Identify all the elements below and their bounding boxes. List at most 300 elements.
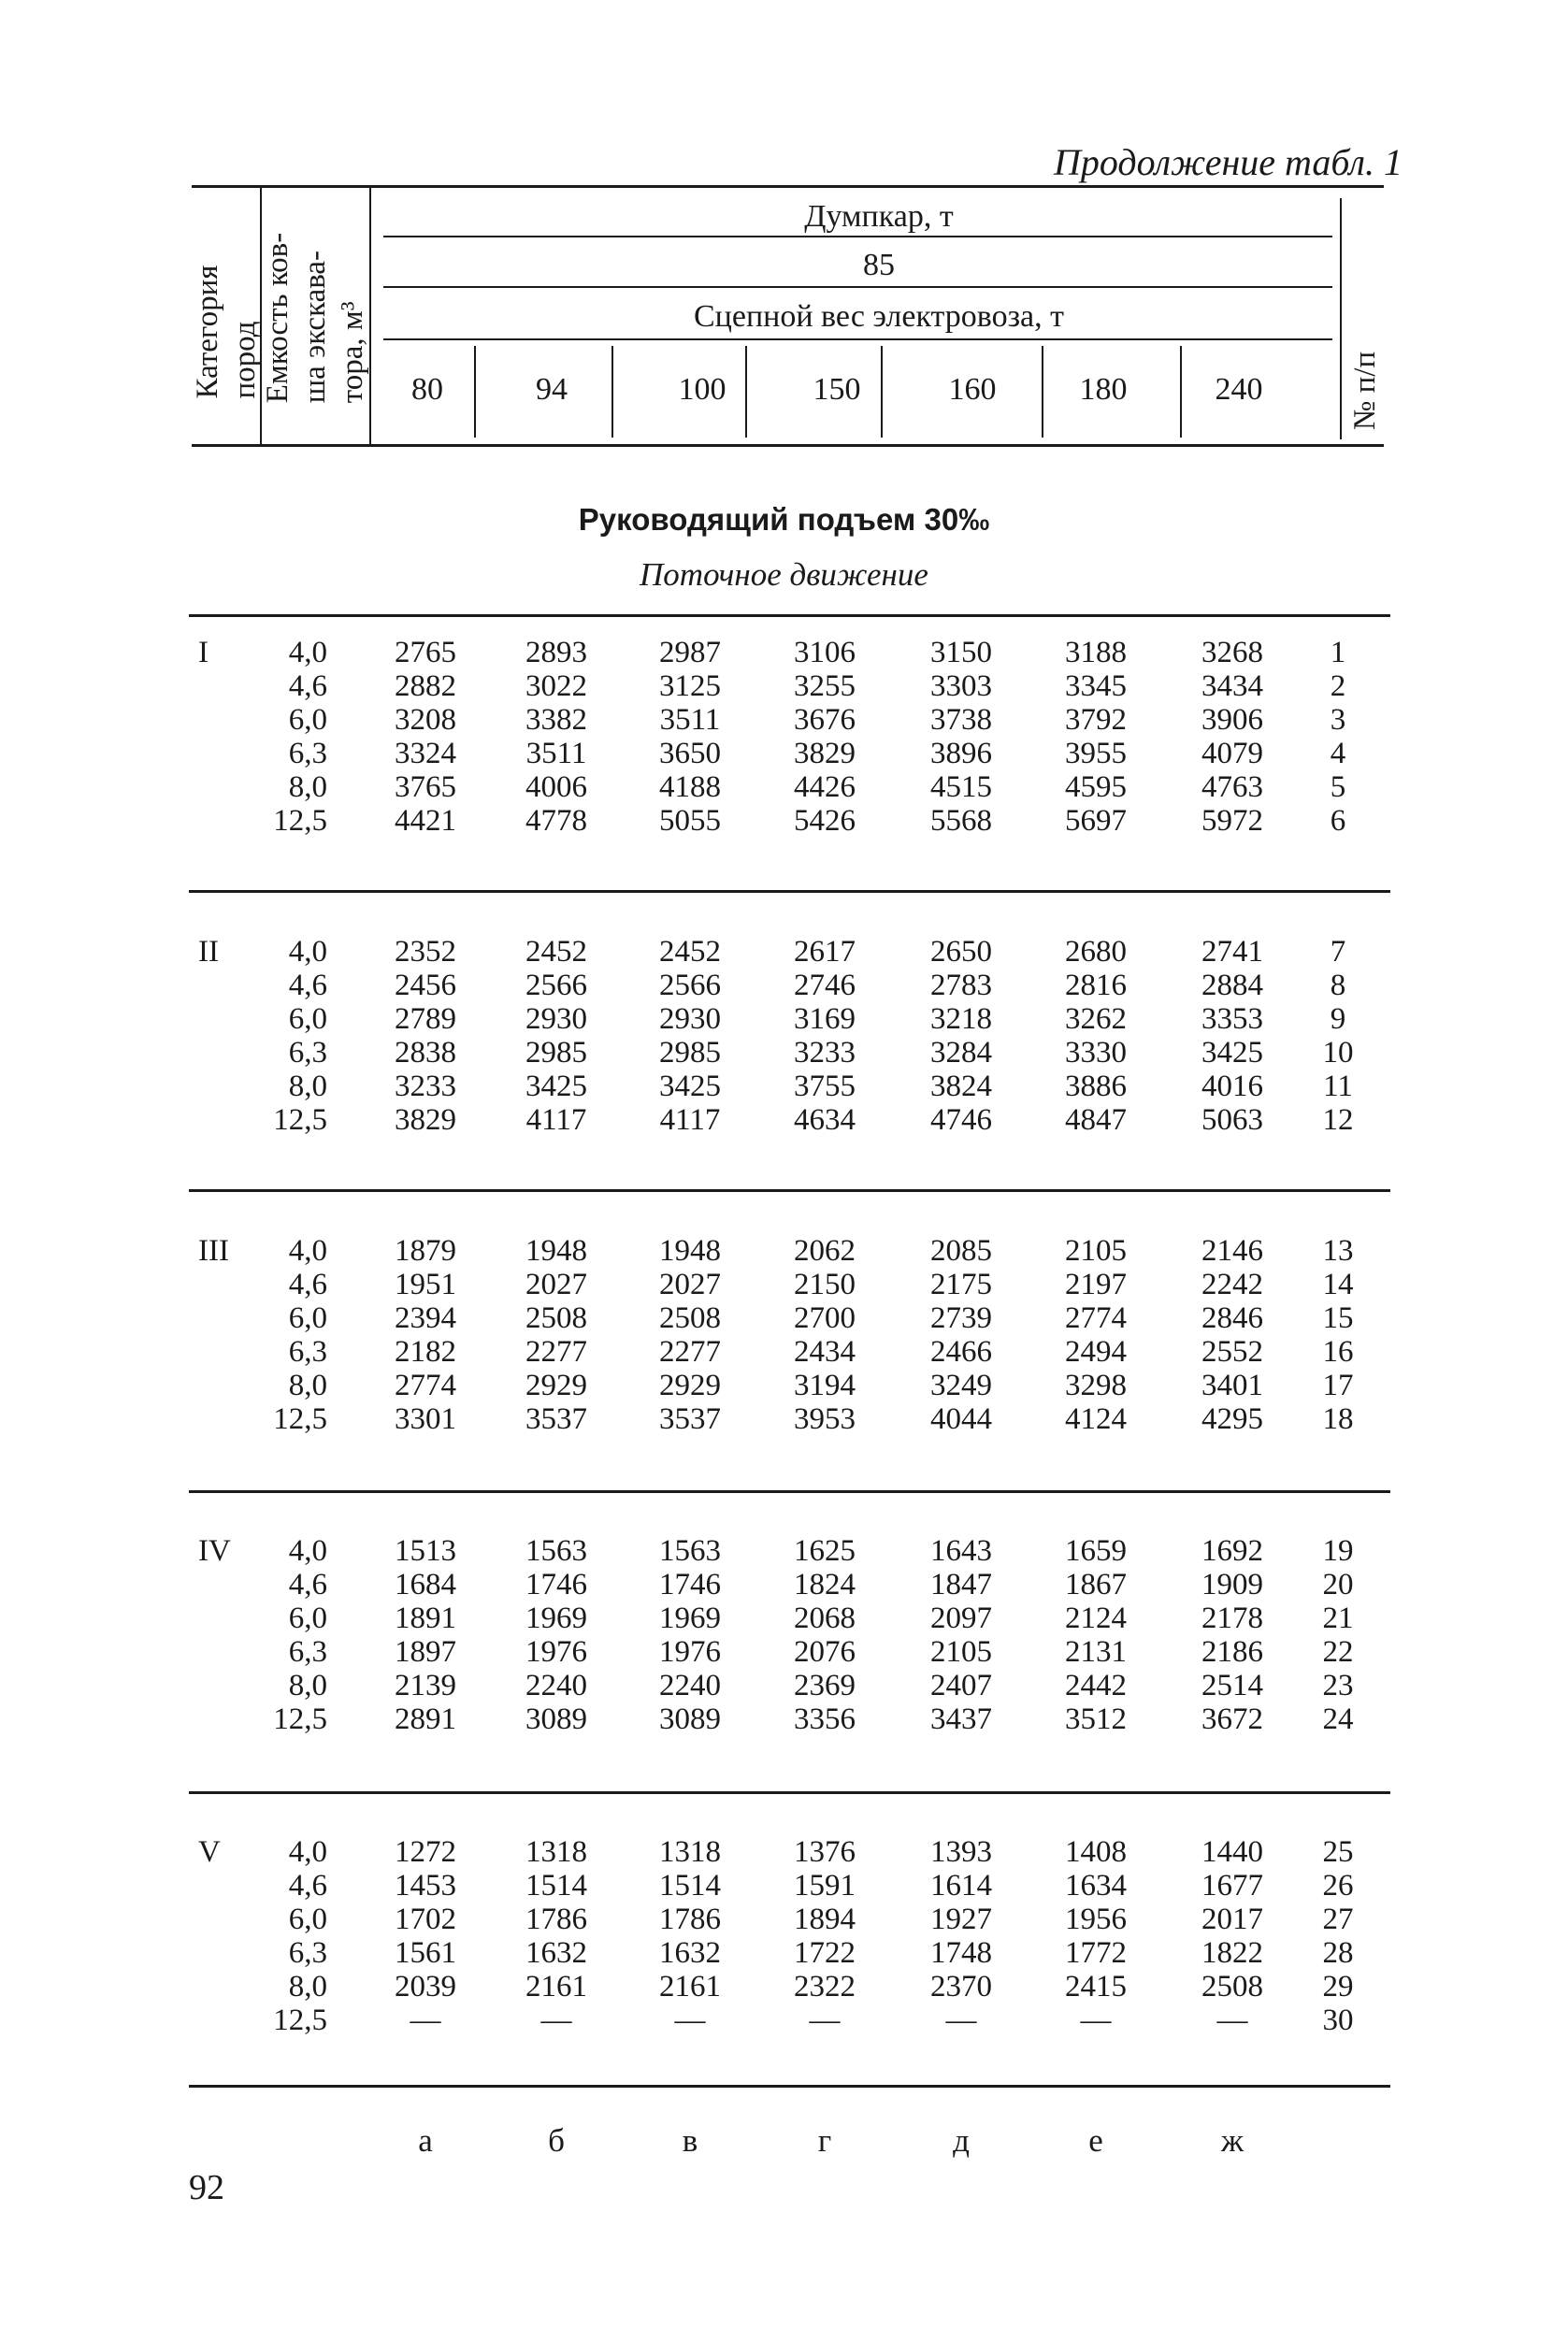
value-cell: 1948: [525, 1234, 587, 1268]
value-cell: 4117: [659, 1103, 721, 1137]
table-row: [0, 1835, 1568, 1869]
row-number-cell: 7: [1330, 935, 1346, 969]
row-number-cell: 18: [1322, 1402, 1354, 1436]
value-cell: 1822: [1201, 1936, 1263, 1970]
value-cell: 1746: [525, 1568, 587, 1601]
value-cell: 4426: [794, 770, 856, 804]
capacity-cell: 8,0: [288, 770, 327, 804]
table-row: [0, 1936, 1568, 1970]
weight-divider-4: [881, 346, 883, 438]
value-cell: 2789: [395, 1002, 456, 1036]
value-cell: 3512: [1065, 1702, 1127, 1736]
value-cell: 1786: [659, 1903, 721, 1936]
value-cell: 2182: [395, 1335, 456, 1369]
value-cell: 2739: [930, 1301, 992, 1335]
value-cell: 3169: [794, 1002, 856, 1036]
value-cell: 1746: [659, 1568, 721, 1601]
capacity-cell: 6,0: [288, 1601, 327, 1635]
value-cell: 3255: [794, 669, 856, 703]
value-cell: —: [809, 2003, 841, 2037]
row-number-cell: 28: [1322, 1936, 1354, 1970]
table-row: [0, 636, 1568, 669]
group-rule: [189, 614, 1390, 617]
capacity-cell: 12,5: [273, 1702, 327, 1736]
column-letter: в: [682, 2122, 698, 2159]
value-cell: 1951: [395, 1268, 456, 1301]
value-cell: 1909: [1201, 1568, 1263, 1601]
value-cell: 1786: [525, 1903, 587, 1936]
value-cell: 2783: [930, 969, 992, 1002]
capacity-cell: 8,0: [288, 1970, 327, 2003]
value-cell: 2027: [525, 1268, 587, 1301]
value-cell: 2617: [794, 935, 856, 969]
row-number-cell: 1: [1330, 636, 1346, 669]
value-cell: 5697: [1065, 804, 1127, 838]
value-cell: 2741: [1201, 935, 1263, 969]
value-cell: —: [945, 2003, 977, 2037]
table-row: [0, 1635, 1568, 1669]
row-number-cell: 5: [1330, 770, 1346, 804]
value-cell: 2277: [525, 1335, 587, 1369]
value-cell: 1376: [794, 1835, 856, 1869]
weight-label: 150: [813, 372, 861, 407]
value-cell: 3125: [659, 669, 721, 703]
value-cell: 3382: [525, 703, 587, 737]
value-cell: 2987: [659, 636, 721, 669]
header-loco-weight: Сцепной вес электровоза, т: [693, 299, 1064, 334]
header-bottom-rule: [192, 444, 1384, 447]
value-cell: —: [540, 2003, 572, 2037]
value-cell: 1318: [525, 1835, 587, 1869]
header-dumpcar-value: 85: [863, 248, 895, 282]
table-row: [0, 1103, 1568, 1137]
value-cell: 2452: [659, 935, 721, 969]
value-cell: 3437: [930, 1702, 992, 1736]
table-row: [0, 669, 1568, 703]
value-cell: 4079: [1201, 737, 1263, 770]
header-number: № п/п: [1348, 351, 1382, 431]
value-cell: 2929: [525, 1369, 587, 1402]
value-cell: 3262: [1065, 1002, 1127, 1036]
table-row: [0, 1036, 1568, 1070]
value-cell: 2466: [930, 1335, 992, 1369]
value-cell: 4295: [1201, 1402, 1263, 1436]
value-cell: 5426: [794, 804, 856, 838]
row-number-cell: 20: [1322, 1568, 1354, 1601]
value-cell: 3537: [525, 1402, 587, 1436]
value-cell: 2746: [794, 969, 856, 1002]
value-cell: 3284: [930, 1036, 992, 1070]
value-cell: 3650: [659, 737, 721, 770]
value-cell: 1969: [525, 1601, 587, 1635]
value-cell: 3906: [1201, 703, 1263, 737]
column-letter: ж: [1220, 2122, 1244, 2159]
value-cell: 2370: [930, 1970, 992, 2003]
value-cell: 2242: [1201, 1268, 1263, 1301]
value-cell: 4006: [525, 770, 587, 804]
value-cell: 3829: [794, 737, 856, 770]
capacity-cell: 4,6: [288, 1268, 327, 1301]
value-cell: 2930: [659, 1002, 721, 1036]
value-cell: 2039: [395, 1970, 456, 2003]
weight-label: 80: [411, 372, 443, 407]
value-cell: 1453: [395, 1869, 456, 1903]
row-number-cell: 12: [1322, 1103, 1354, 1137]
continuation-caption: Продолжение табл. 1: [1053, 141, 1403, 183]
capacity-cell: 4,0: [288, 636, 327, 669]
value-cell: 4124: [1065, 1402, 1127, 1436]
value-cell: 3324: [395, 737, 456, 770]
table-row: [0, 1702, 1568, 1736]
group-rule: [189, 1189, 1390, 1192]
row-number-cell: 9: [1330, 1002, 1346, 1036]
table-row: [0, 1402, 1568, 1436]
weight-divider-2: [611, 346, 613, 438]
table-row: [0, 1601, 1568, 1635]
capacity-cell: 12,5: [273, 1103, 327, 1137]
value-cell: 1722: [794, 1936, 856, 1970]
weight-divider-1: [474, 346, 476, 438]
value-cell: 1867: [1065, 1568, 1127, 1601]
capacity-cell: 4,6: [288, 1568, 327, 1601]
value-cell: —: [1080, 2003, 1112, 2037]
value-cell: 2322: [794, 1970, 856, 2003]
value-cell: 2197: [1065, 1268, 1127, 1301]
table-row: [0, 737, 1568, 770]
value-cell: 1561: [395, 1936, 456, 1970]
value-cell: 4515: [930, 770, 992, 804]
capacity-cell: 6,3: [288, 1936, 327, 1970]
row-number-cell: 21: [1322, 1601, 1354, 1635]
value-cell: 1563: [659, 1534, 721, 1568]
value-cell: 4044: [930, 1402, 992, 1436]
value-cell: 3738: [930, 703, 992, 737]
value-cell: 3150: [930, 636, 992, 669]
value-cell: 3208: [395, 703, 456, 737]
value-cell: 2508: [1201, 1970, 1263, 2003]
value-cell: 4763: [1201, 770, 1263, 804]
row-number-cell: 19: [1322, 1534, 1354, 1568]
value-cell: 1514: [659, 1869, 721, 1903]
value-cell: 4117: [525, 1103, 587, 1137]
value-cell: 3353: [1201, 1002, 1263, 1036]
value-cell: 2027: [659, 1268, 721, 1301]
value-cell: 2508: [659, 1301, 721, 1335]
capacity-cell: 6,3: [288, 737, 327, 770]
section-subtitle: Поточное движение: [640, 556, 928, 593]
group-rule: [189, 1490, 1390, 1493]
value-cell: 3537: [659, 1402, 721, 1436]
value-cell: 2514: [1201, 1669, 1263, 1702]
weight-label: 180: [1079, 372, 1128, 407]
value-cell: 2105: [930, 1635, 992, 1669]
table-row: [0, 1301, 1568, 1335]
weight-label: 160: [948, 372, 997, 407]
value-cell: 2650: [930, 935, 992, 969]
value-cell: 3401: [1201, 1369, 1263, 1402]
value-cell: 3330: [1065, 1036, 1127, 1070]
value-cell: 1659: [1065, 1534, 1127, 1568]
capacity-cell: 6,3: [288, 1635, 327, 1669]
value-cell: 2508: [525, 1301, 587, 1335]
value-cell: 4421: [395, 804, 456, 838]
row-number-cell: 29: [1322, 1970, 1354, 2003]
value-cell: 2893: [525, 636, 587, 669]
value-cell: 2774: [395, 1369, 456, 1402]
value-cell: 1393: [930, 1835, 992, 1869]
value-cell: 1927: [930, 1903, 992, 1936]
capacity-cell: 4,6: [288, 669, 327, 703]
value-cell: 2017: [1201, 1903, 1263, 1936]
value-cell: 1514: [525, 1869, 587, 1903]
capacity-cell: 8,0: [288, 1070, 327, 1103]
table-bottom-rule: [189, 2085, 1390, 2088]
row-number-cell: 26: [1322, 1869, 1354, 1903]
value-cell: 1894: [794, 1903, 856, 1936]
capacity-cell: 6,0: [288, 703, 327, 737]
weight-divider-5: [1042, 346, 1043, 438]
value-cell: 2846: [1201, 1301, 1263, 1335]
category-label: IV: [198, 1534, 231, 1568]
weight-label: 94: [536, 372, 568, 407]
value-cell: 2566: [659, 969, 721, 1002]
row-number-cell: 14: [1322, 1268, 1354, 1301]
value-cell: 3301: [395, 1402, 456, 1436]
row-number-cell: 30: [1322, 2003, 1354, 2037]
table-row: [0, 1002, 1568, 1036]
category-label: V: [198, 1835, 221, 1869]
value-cell: 3188: [1065, 636, 1127, 669]
value-cell: —: [410, 2003, 441, 2037]
value-cell: 3434: [1201, 669, 1263, 703]
value-cell: 4778: [525, 804, 587, 838]
value-cell: 2774: [1065, 1301, 1127, 1335]
value-cell: 2891: [395, 1702, 456, 1736]
value-cell: 5568: [930, 804, 992, 838]
value-cell: 2985: [525, 1036, 587, 1070]
value-cell: 2434: [794, 1335, 856, 1369]
value-cell: 2816: [1065, 969, 1127, 1002]
value-cell: —: [1216, 2003, 1248, 2037]
value-cell: 2930: [525, 1002, 587, 1036]
value-cell: 2838: [395, 1036, 456, 1070]
value-cell: 2161: [525, 1970, 587, 2003]
capacity-cell: 4,6: [288, 969, 327, 1002]
value-cell: 2124: [1065, 1601, 1127, 1635]
capacity-cell: 4,6: [288, 1869, 327, 1903]
column-letters: [0, 2124, 1568, 2161]
value-cell: 2566: [525, 969, 587, 1002]
value-cell: 3511: [525, 737, 587, 770]
row-number-cell: 22: [1322, 1635, 1354, 1669]
row-number-cell: 3: [1330, 703, 1346, 737]
value-cell: 2150: [794, 1268, 856, 1301]
value-cell: 2186: [1201, 1635, 1263, 1669]
value-cell: 3356: [794, 1702, 856, 1736]
value-cell: 3106: [794, 636, 856, 669]
column-letter: г: [817, 2122, 832, 2159]
table-row: [0, 2003, 1568, 2037]
value-cell: 2985: [659, 1036, 721, 1070]
value-cell: 2131: [1065, 1635, 1127, 1669]
value-cell: 4016: [1201, 1070, 1263, 1103]
value-cell: 3303: [930, 669, 992, 703]
capacity-cell: 8,0: [288, 1369, 327, 1402]
row-number-cell: 15: [1322, 1301, 1354, 1335]
weight-label: 100: [678, 372, 726, 407]
header-dumpcar: Думпкар, т: [804, 199, 954, 234]
table-row: [0, 1268, 1568, 1301]
value-cell: 2700: [794, 1301, 856, 1335]
table-row: [0, 1534, 1568, 1568]
row-number-cell: 13: [1322, 1234, 1354, 1268]
value-cell: 3953: [794, 1402, 856, 1436]
capacity-cell: 12,5: [273, 804, 327, 838]
category-label: I: [198, 636, 209, 669]
value-cell: 2097: [930, 1601, 992, 1635]
page-number: 92: [189, 2168, 224, 2207]
value-cell: 1847: [930, 1568, 992, 1601]
header-rule-1: [383, 236, 1332, 237]
value-cell: 1408: [1065, 1835, 1127, 1869]
value-cell: 1684: [395, 1568, 456, 1601]
value-cell: 1948: [659, 1234, 721, 1268]
table-row: [0, 804, 1568, 838]
value-cell: 2929: [659, 1369, 721, 1402]
value-cell: 5972: [1201, 804, 1263, 838]
value-cell: 1625: [794, 1534, 856, 1568]
value-cell: 4847: [1065, 1103, 1127, 1137]
row-number-cell: 2: [1330, 669, 1346, 703]
value-cell: 3886: [1065, 1070, 1127, 1103]
row-number-cell: 11: [1323, 1070, 1353, 1103]
value-cell: 1956: [1065, 1903, 1127, 1936]
row-number-cell: 8: [1330, 969, 1346, 1002]
value-cell: 1976: [659, 1635, 721, 1669]
value-cell: 2680: [1065, 935, 1127, 969]
value-cell: 2139: [395, 1669, 456, 1702]
value-cell: 2407: [930, 1669, 992, 1702]
row-number-cell: 4: [1330, 737, 1346, 770]
value-cell: 2882: [395, 669, 456, 703]
row-number-cell: 25: [1322, 1835, 1354, 1869]
value-cell: 2178: [1201, 1601, 1263, 1635]
value-cell: 1614: [930, 1869, 992, 1903]
value-cell: 3218: [930, 1002, 992, 1036]
table-row: [0, 1070, 1568, 1103]
table-row: [0, 969, 1568, 1002]
value-cell: 1634: [1065, 1869, 1127, 1903]
table-row: [0, 703, 1568, 737]
value-cell: 1440: [1201, 1835, 1263, 1869]
value-cell: 3194: [794, 1369, 856, 1402]
value-cell: 2415: [1065, 1970, 1127, 2003]
table-row: [0, 1669, 1568, 1702]
capacity-cell: 4,0: [288, 1534, 327, 1568]
value-cell: 1748: [930, 1936, 992, 1970]
value-cell: 3672: [1201, 1702, 1263, 1736]
value-cell: 3233: [395, 1070, 456, 1103]
value-cell: 2442: [1065, 1669, 1127, 1702]
weight-label: 240: [1215, 372, 1263, 407]
value-cell: 2394: [395, 1301, 456, 1335]
value-cell: 4746: [930, 1103, 992, 1137]
table-row: [0, 935, 1568, 969]
value-cell: 2105: [1065, 1234, 1127, 1268]
value-cell: 1272: [395, 1835, 456, 1869]
table-row: [0, 1903, 1568, 1936]
weight-divider-3: [745, 346, 747, 438]
capacity-cell: 4,0: [288, 1234, 327, 1268]
column-letter: а: [418, 2122, 433, 2159]
table-row: [0, 1369, 1568, 1402]
value-cell: 2277: [659, 1335, 721, 1369]
value-cell: 1632: [659, 1936, 721, 1970]
column-letter: е: [1088, 2122, 1103, 2159]
table-row: [0, 1869, 1568, 1903]
value-cell: 3425: [1201, 1036, 1263, 1070]
value-cell: 3955: [1065, 737, 1127, 770]
header-rule-2: [383, 286, 1332, 288]
value-cell: 2494: [1065, 1335, 1127, 1369]
value-cell: 2240: [525, 1669, 587, 1702]
capacity-cell: 6,0: [288, 1903, 327, 1936]
value-cell: 2452: [525, 935, 587, 969]
value-cell: 3022: [525, 669, 587, 703]
value-cell: 4595: [1065, 770, 1127, 804]
value-cell: 2062: [794, 1234, 856, 1268]
row-number-cell: 6: [1330, 804, 1346, 838]
capacity-cell: 6,0: [288, 1301, 327, 1335]
value-cell: 4188: [659, 770, 721, 804]
header-rule-3: [383, 338, 1332, 340]
value-cell: 2076: [794, 1635, 856, 1669]
value-cell: 2146: [1201, 1234, 1263, 1268]
value-cell: 1976: [525, 1635, 587, 1669]
group-rule: [189, 890, 1390, 893]
capacity-cell: 6,0: [288, 1002, 327, 1036]
value-cell: 3792: [1065, 703, 1127, 737]
category-label: II: [198, 935, 219, 969]
value-cell: 2552: [1201, 1335, 1263, 1369]
row-number-cell: 17: [1322, 1369, 1354, 1402]
value-cell: 1513: [395, 1534, 456, 1568]
value-cell: 3298: [1065, 1369, 1127, 1402]
table-row: [0, 1568, 1568, 1601]
value-cell: 3345: [1065, 669, 1127, 703]
column-letter: б: [548, 2122, 565, 2159]
value-cell: 5063: [1201, 1103, 1263, 1137]
value-cell: 3829: [395, 1103, 456, 1137]
row-number-cell: 27: [1322, 1903, 1354, 1936]
value-cell: 3268: [1201, 636, 1263, 669]
value-cell: 3425: [525, 1070, 587, 1103]
row-number-cell: 10: [1322, 1036, 1354, 1070]
value-cell: 5055: [659, 804, 721, 838]
value-cell: 3425: [659, 1070, 721, 1103]
capacity-cell: 6,3: [288, 1335, 327, 1369]
value-cell: 1824: [794, 1568, 856, 1601]
capacity-cell: 8,0: [288, 1669, 327, 1702]
value-cell: 1969: [659, 1601, 721, 1635]
value-cell: 2240: [659, 1669, 721, 1702]
value-cell: 3824: [930, 1070, 992, 1103]
value-cell: 2884: [1201, 969, 1263, 1002]
capacity-cell: 4,0: [288, 935, 327, 969]
row-number-cell: 24: [1322, 1702, 1354, 1736]
table-row: [0, 1234, 1568, 1268]
column-letter: д: [953, 2122, 970, 2159]
